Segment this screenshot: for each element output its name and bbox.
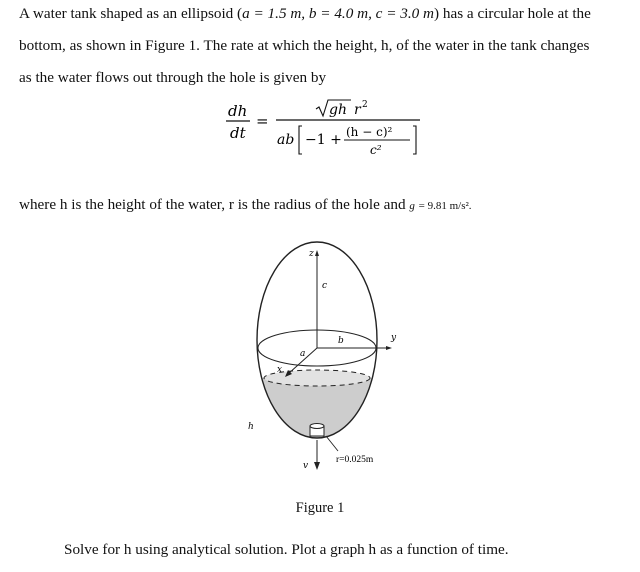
eq-left-bracket	[299, 126, 302, 154]
outlet-top	[310, 424, 324, 429]
eq-inner-numerator: (h − c)²	[346, 125, 393, 139]
problem-line-3: as the water flows out through the hole is given by	[19, 69, 327, 86]
equation-svg	[224, 98, 464, 160]
z-axis-arrow	[315, 250, 319, 256]
problem-statement	[19, 2, 621, 90]
h-label: h	[248, 422, 254, 432]
a-label: a	[300, 349, 306, 359]
problem-line1-prefix: A water tank shaped as an ellipsoid (	[19, 5, 243, 22]
eq-equals: =	[256, 112, 269, 130]
where-text: where h is the height of the water, r is the radius of the hole and	[19, 196, 410, 213]
problem-line1-suffix: ) has a circular hole at the	[434, 5, 591, 22]
rate-equation	[224, 98, 464, 160]
z-label: z	[309, 249, 314, 259]
eq-right-bracket	[413, 126, 416, 154]
radius-pointer	[326, 436, 338, 451]
gravity-value: = 9.81 m/s².	[418, 200, 472, 212]
b-label: b	[338, 336, 344, 346]
radius-label: r=0.025m	[336, 455, 374, 465]
problem-line-2: bottom, as shown in Figure 1. The rate at which the height, h, of the water in the tank changes	[19, 37, 590, 54]
eq-inner-denominator: c²	[370, 143, 382, 157]
eq-sqrt-content: gh	[329, 102, 347, 118]
gravity-symbol: g	[409, 200, 415, 212]
where-line	[19, 196, 472, 214]
tank-figure	[230, 240, 430, 480]
figure-caption: Figure 1	[295, 500, 345, 516]
ellipsoid-dimensions: a = 1.5 m, b = 4.0 m, c = 3.0 m	[242, 5, 435, 22]
y-axis-arrow	[386, 346, 392, 350]
tank-diagram	[230, 240, 430, 480]
eq-lhs-numerator: dh	[228, 102, 248, 120]
c-label: c	[322, 281, 328, 291]
eq-rhs-den-inner: −1 +	[305, 132, 342, 148]
v-label: v	[303, 461, 309, 471]
eq-lhs-denominator: dt	[230, 124, 246, 142]
problem-line-1	[19, 2, 621, 26]
flow-arrow-head	[314, 462, 320, 470]
eq-r: r	[354, 102, 361, 118]
eq-r-exponent: 2	[362, 100, 368, 110]
x-label: x	[277, 365, 283, 375]
y-label: y	[391, 333, 397, 343]
eq-rhs-den-prefix: ab	[277, 132, 295, 148]
task-statement: Solve for h using analytical solution. Plot a graph h as a function of time.	[64, 541, 509, 558]
